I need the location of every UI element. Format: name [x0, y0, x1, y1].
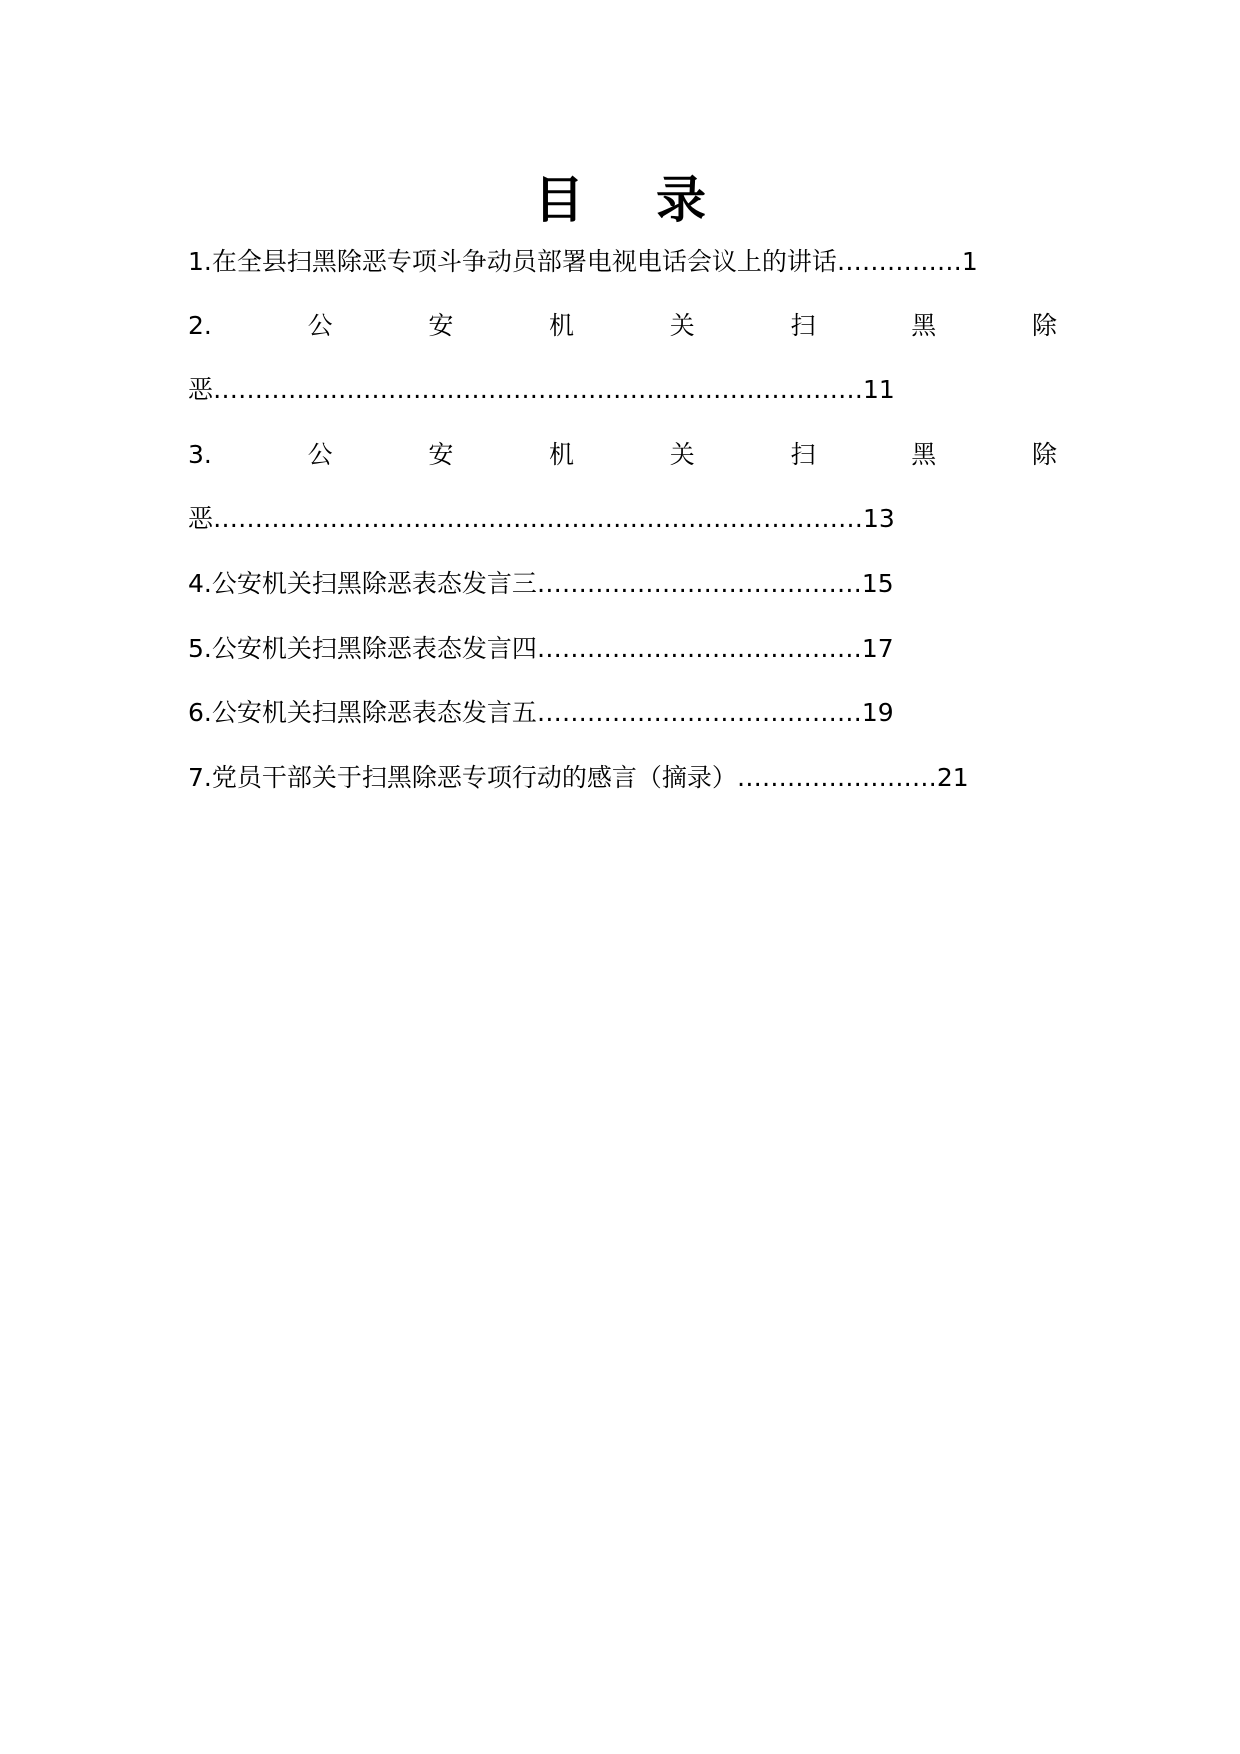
toc-entry-leader: ……………: [836, 247, 962, 276]
toc-entry-char: 关: [669, 311, 695, 340]
toc-entry-page: 11: [863, 375, 895, 404]
toc-entry-text: 4.公安机关扫黑除恶表态发言三: [188, 569, 537, 598]
toc-entry-leader: …………………………………: [536, 698, 862, 727]
toc-entry-char: 公: [307, 440, 333, 469]
toc-entry-page: 19: [861, 698, 894, 727]
toc-entry-text: 5.公安机关扫黑除恶表态发言四: [188, 634, 537, 663]
toc-entry-page: 17: [861, 634, 894, 663]
toc-entry-char: 机: [549, 311, 575, 340]
toc-entry-3-line-1[interactable]: [188, 437, 1057, 473]
toc-entry-char: 关: [669, 440, 695, 469]
toc-entry-char: 安: [428, 311, 454, 340]
toc-entry-number: 3.: [188, 440, 212, 469]
toc-entry-page: 13: [863, 504, 895, 533]
toc-entry-text: 恶: [188, 375, 214, 404]
toc-entry-page: 1: [961, 247, 978, 276]
toc-entry-char: 黑: [911, 440, 937, 469]
toc-entry-page: 21: [936, 763, 969, 792]
toc-entry-char: 扫: [790, 440, 816, 469]
toc-entry-2-line-2[interactable]: [188, 372, 895, 408]
toc-entry-char: 扫: [790, 311, 816, 340]
toc-entry-leader: ……………………: [736, 763, 937, 792]
toc-title-char-1: 目: [534, 170, 584, 229]
toc-entry-char: 除: [1031, 440, 1057, 469]
toc-entry-char: 机: [549, 440, 575, 469]
toc-title-char-2: 录: [656, 170, 706, 229]
toc-entry-page: 15: [861, 569, 894, 598]
toc-entry-leader: …………………………………: [536, 569, 862, 598]
toc-entry-leader: ……………………………………………………………………: [213, 375, 864, 404]
toc-entry-text: 6.公安机关扫黑除恶表态发言五: [188, 698, 537, 727]
toc-entry-leader: …………………………………: [536, 634, 862, 663]
toc-entry-number: 2.: [188, 311, 212, 340]
toc-entry-3-line-2[interactable]: [188, 501, 895, 537]
toc-entry-char: 公: [307, 311, 333, 340]
toc-entry-5[interactable]: [188, 631, 894, 667]
toc-entry-4[interactable]: [188, 566, 894, 602]
toc-entry-char: 安: [428, 440, 454, 469]
toc-entry-7[interactable]: [188, 760, 969, 796]
toc-entry-leader: ……………………………………………………………………: [213, 504, 864, 533]
toc-entry-text: 7.党员干部关于扫黑除恶专项行动的感言（摘录）: [188, 763, 737, 792]
toc-entry-1[interactable]: [188, 244, 978, 280]
toc-entry-char: 除: [1031, 311, 1057, 340]
toc-entry-6[interactable]: [188, 695, 894, 731]
toc-entry-text: 1.在全县扫黑除恶专项斗争动员部署电视电话会议上的讲话: [188, 247, 837, 276]
toc-entry-char: 黑: [911, 311, 937, 340]
toc-entry-text: 恶: [188, 504, 214, 533]
toc-entry-2-line-1[interactable]: [188, 308, 1057, 344]
toc-title: [0, 166, 1240, 234]
